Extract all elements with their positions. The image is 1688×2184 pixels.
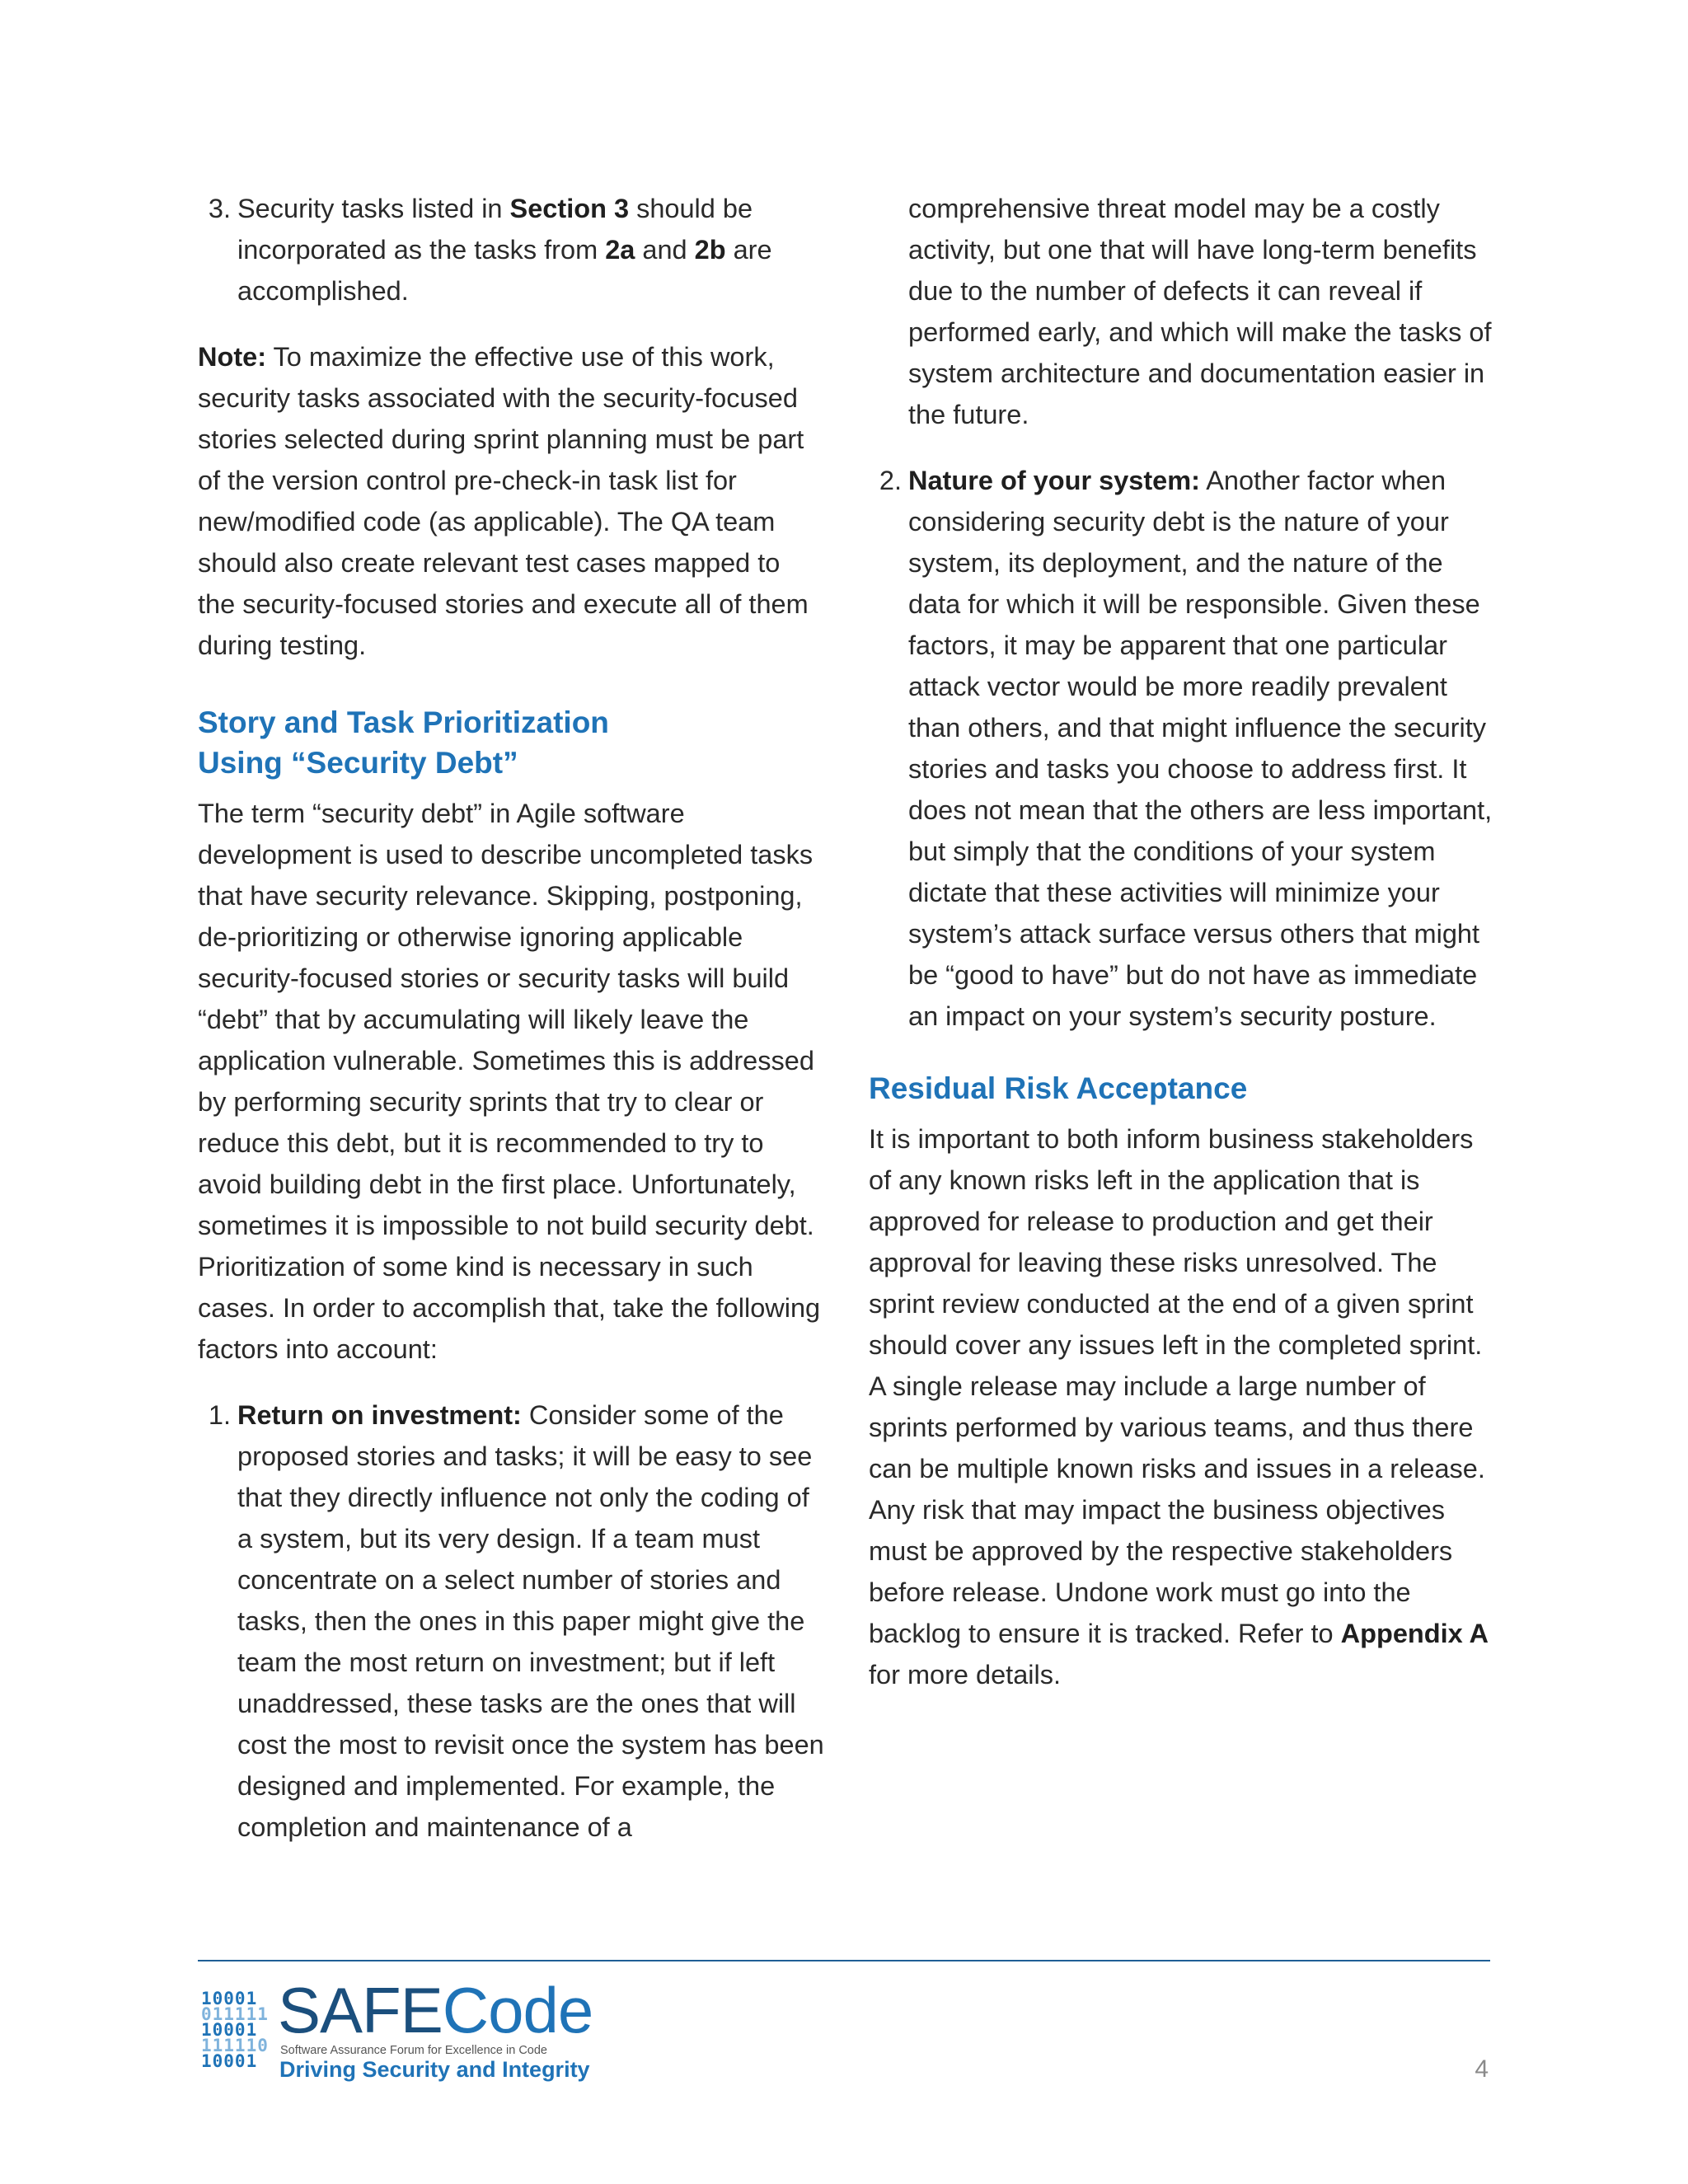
section-heading-security-debt: Story and Task Prioritization Using “Security Debt” — [198, 705, 609, 780]
footer-divider — [198, 1960, 1490, 1961]
list-number: 1. — [208, 1400, 231, 1430]
note-paragraph: Note: To maximize the effective use of this work, security tasks associated with the security-focused stories selected during sprint planning must be part of the version control pre-check-in task list for new/modified code (as applicable). The QA team should also create relevant test cases mapped to the security-focused stories and execute all of them during testing. — [198, 342, 809, 660]
section-3-ref: Section 3 — [509, 194, 630, 223]
left-column — [198, 188, 824, 1872]
safecode-logo — [201, 1974, 597, 2085]
list-number: 3. — [208, 194, 231, 223]
list-item-3: 3. Security tasks listed in Section 3 should be incorporated as the tasks from 2a and 2b are accomplished. — [198, 188, 824, 312]
residual-risk-paragraph: It is important to both inform business stakeholders of any known risks left in the application that is approved for release to production and get their approval for leaving these risks unresolved. The sprint review conducted at the end of a given sprint should cover any issues left in the completed sprint. A single release may include a large number of sprints performed by various teams, and thus there can be multiple known risks and issues in a release. Any risk that may impact the business objectives must be approved by the respective stakeholders before release. Undone work must go into the backlog to ensure it is tracked. Refer to Appendix A for more details. — [869, 1124, 1489, 1690]
security-debt-paragraph: The term “security debt” in Agile software development is used to describe uncompleted tasks that have security relevance. Skipping, postponing, de-prioritizing or otherwise ignoring applicable security-focused stories or security tasks will build “debt” that by accumulating will likely leave the application vulnerable. Sometimes this is addressed by performing security sprints that try to clear or reduce this debt, but it is recommended to try to avoid building debt in the first place. Unfortunately, sometimes it is impossible to not build security debt. Prioritization of some kind is necessary in such cases. In order to accomplish that, take the following factors into account: — [198, 799, 821, 1364]
list-item-label: Nature of your system: — [908, 466, 1200, 495]
logo-binary-mark: 10001 011111 10001 111110 10001 — [201, 1989, 269, 2071]
list-item-1: 1. Return on investment: Consider some of the proposed stories and tasks; it will be easy to see that they directly influence not only the coding of a system, but its very design. If a team must concentrate on a select number of stories and tasks, then the ones in this paper might give the team the most return on investment; but if left unaddressed, these tasks are the ones that will cost the most to revisit once the system has been designed and implemented. For example, the completion and maintenance of a — [198, 1394, 824, 1848]
list-item-2: 2. Nature of your system: Another factor when considering security debt is the nature of your system, its deployment, and the nature of the data for which it will be responsible. Given these factors, it may be apparent that one particular attack vector would be more readily prevalent than others, and that might influence the security stories and tasks you choose to address first. It does not mean that the others are less important, but simply that the conditions of your system dictate that these activities will minimize your system’s attack surface versus others that might be “good to have” but do not have as immediate an impact on your system’s security posture. — [869, 460, 1495, 1037]
list-item-1-continued: comprehensive threat model may be a costly activity, but one that will have long-term benefits due to the number of defects it can reveal if performed early, and which will make the tasks of system architecture and documentation easier in the future. — [908, 194, 1492, 429]
page-number: 4 — [1475, 2055, 1489, 2083]
right-column — [869, 188, 1495, 1720]
appendix-a-ref: Appendix A — [1340, 1619, 1489, 1648]
list-item-label: Return on investment: — [237, 1400, 522, 1430]
logo-wordmark: SAFECode — [278, 1974, 593, 2046]
logo-tagline: Driving Security and Integrity — [279, 2057, 590, 2082]
list-number: 2. — [879, 466, 902, 495]
section-heading-residual-risk: Residual Risk Acceptance — [869, 1071, 1248, 1105]
note-label: Note: — [198, 342, 267, 372]
logo-full-name: Software Assurance Forum for Excellence in Code — [280, 2044, 547, 2057]
